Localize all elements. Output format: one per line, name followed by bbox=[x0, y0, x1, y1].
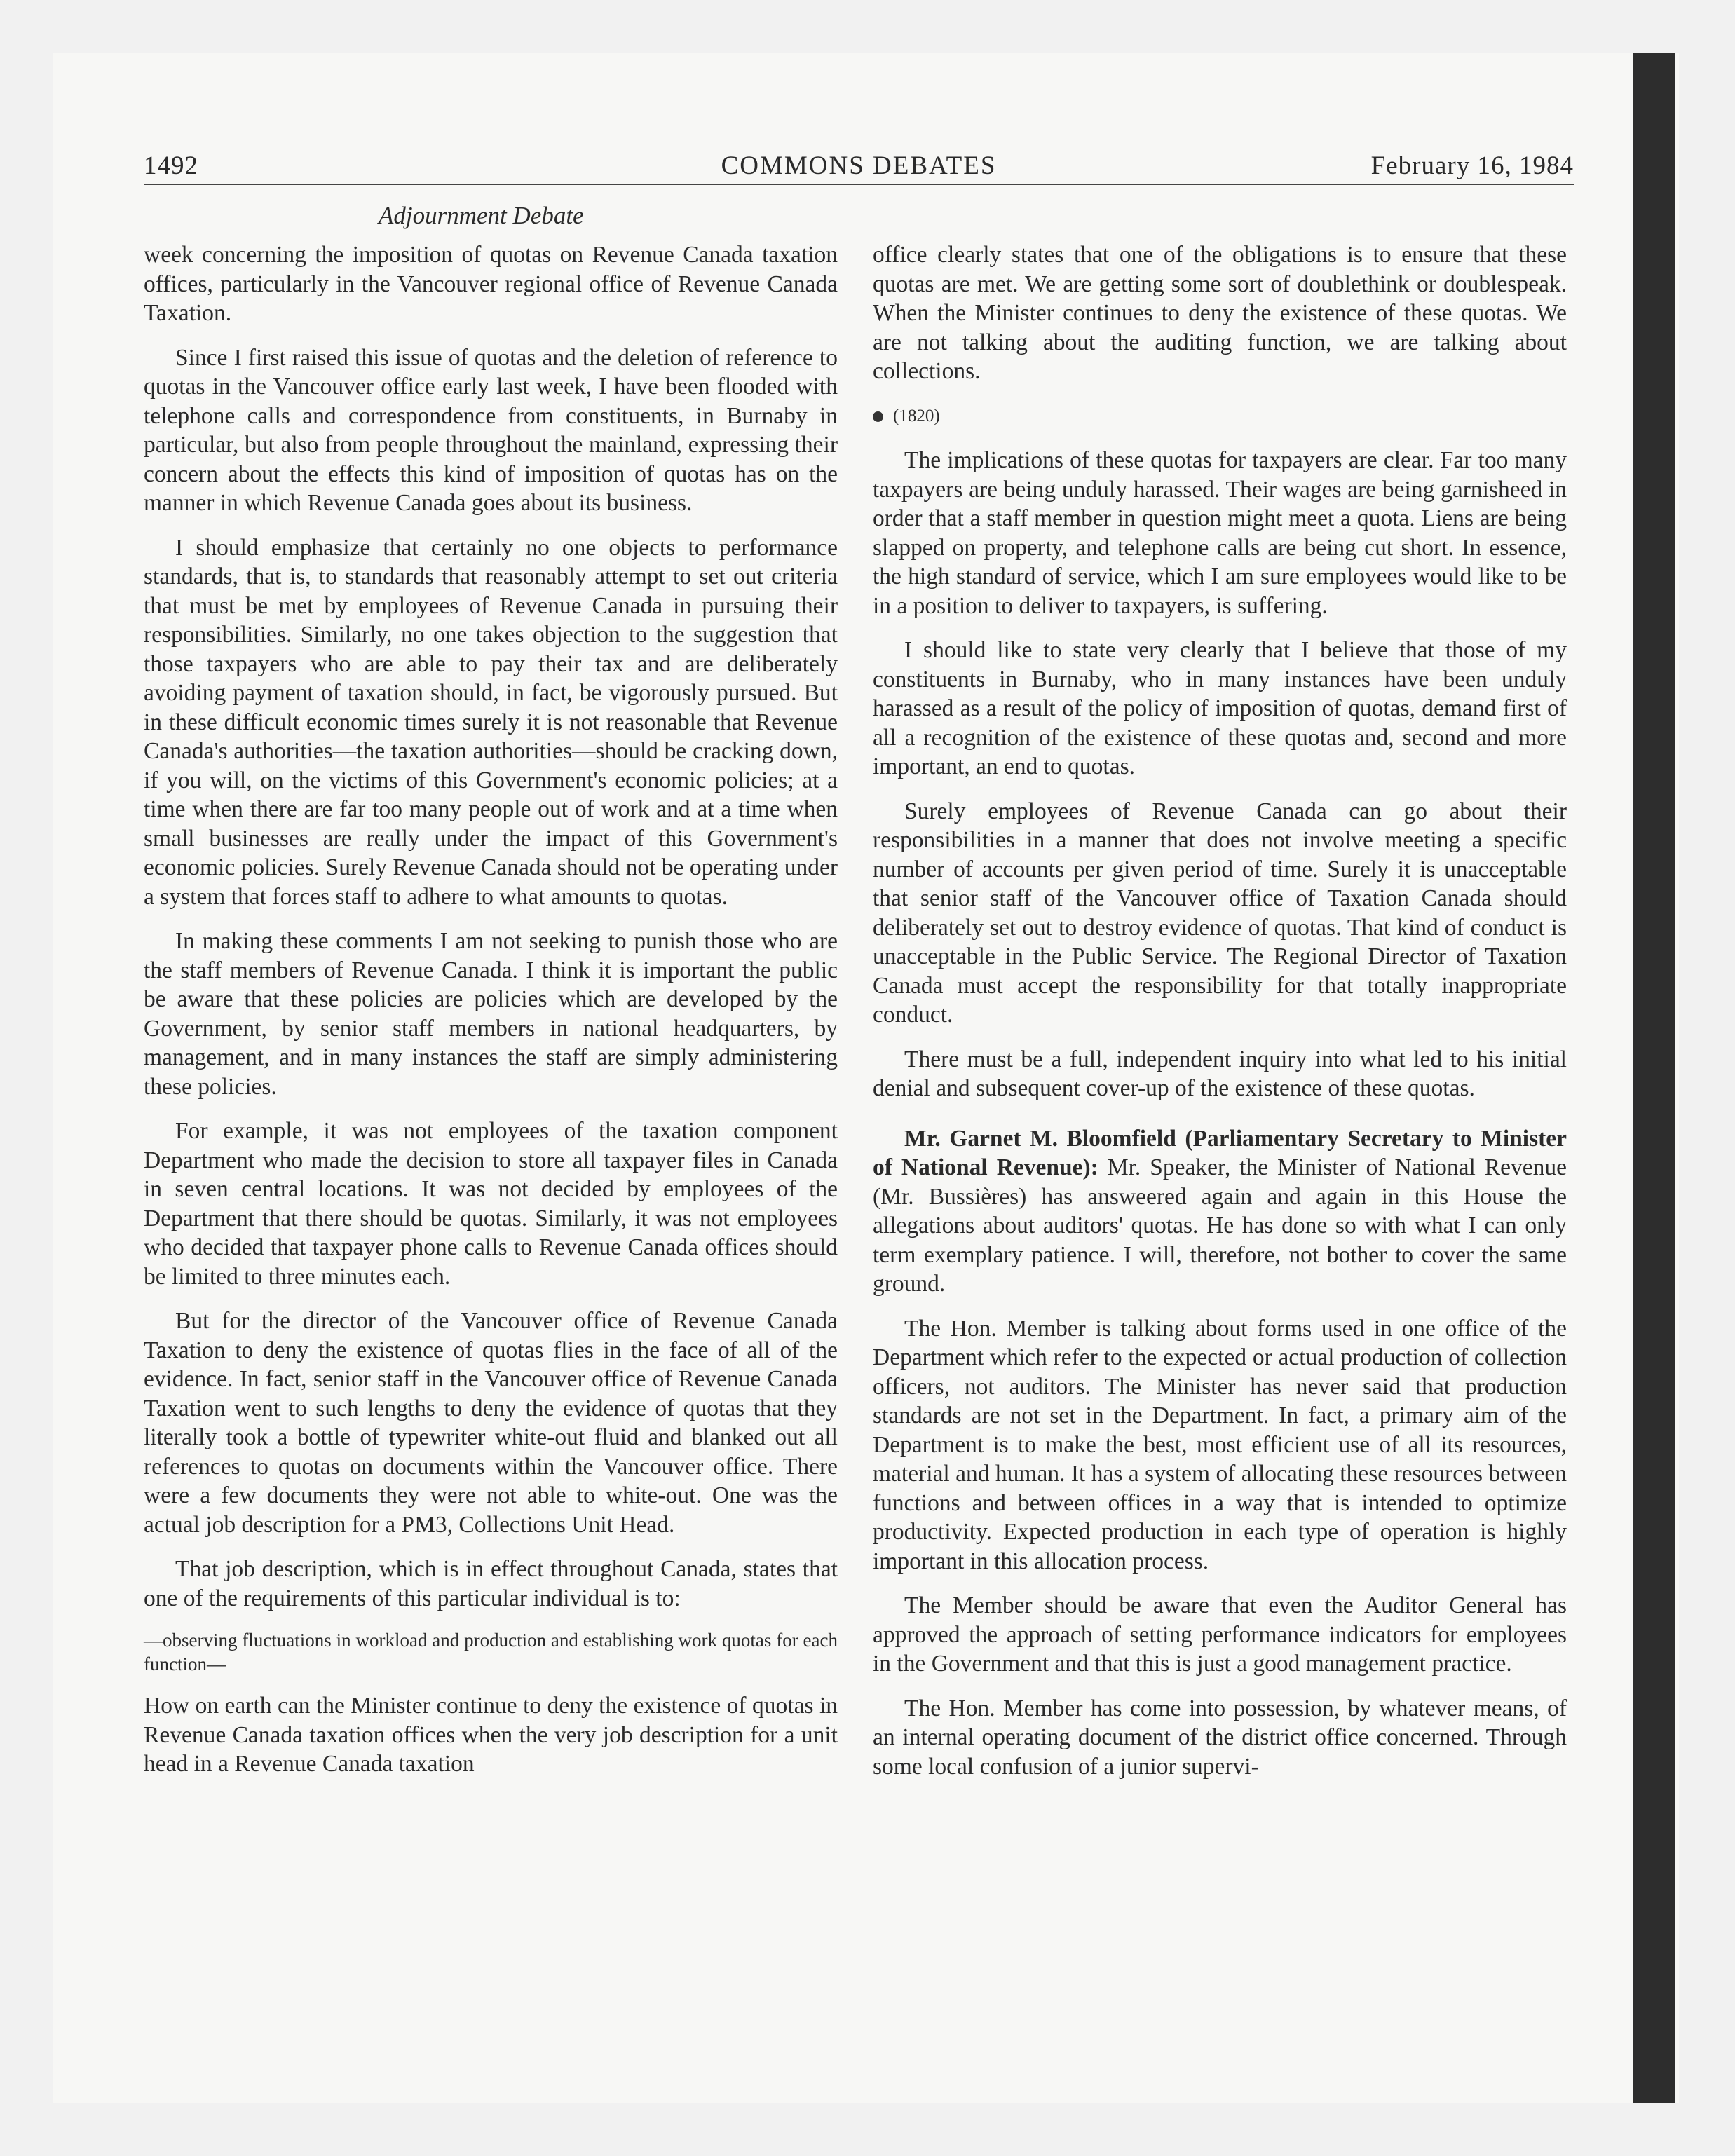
scan-edge-bar bbox=[1633, 53, 1675, 2103]
paragraph: In making these comments I am not seeking to punish those who are the staff members of Revenue Canada. I think it is important the public be aware that these policies are policies which are developed by the Government, by senior staff members in national headquarters, by management, and in many instances the staff are simply administering these policies. bbox=[144, 928, 838, 1100]
paragraph: The Member should be aware that even the Auditor General has approved the approach of setting performance indicators for employees in the Government and that this is just a good management practice. bbox=[873, 1592, 1567, 1677]
time-marker bbox=[873, 402, 1567, 431]
paragraph: That job description, which is in effect throughout Canada, states that one of the requirements of this particular individual is to: bbox=[144, 1556, 838, 1611]
paragraph: Since I first raised this issue of quotas and the deletion of reference to quotas in the Vancouver office early last week, I have been flooded with telephone calls and correspondence from constituents, in Burnaby in particular, but also from people throughout the mainland, expressing their concern about the effects this kind of imposition of quotas has on the manner in which Revenue Canada goes about its business. bbox=[144, 344, 838, 516]
paragraph: office clearly states that one of the obligations is to ensure that these quotas are met. We are getting some sort of doublethink or doublespeak. When the Minister continues to deny the existence of these quotas. We are not talking about the auditing function, we are talking about collections. bbox=[873, 242, 1567, 384]
right-column bbox=[873, 240, 1567, 1796]
page-header bbox=[144, 151, 1574, 186]
speaker-text: Mr. Speaker, the Minister of National Revenue (Mr. Bussières) has answeered again and again in this House the allegations about auditors' quotas. He has done so with what I can only term exemplary patience. I will, therefore, not bother to cover the same ground. bbox=[873, 1154, 1567, 1297]
paragraph: week concerning the imposition of quotas on Revenue Canada taxation offices, particularly in the Vancouver regional office of Revenue Canada Taxation. bbox=[144, 242, 838, 326]
paragraph: How on earth can the Minister continue to deny the existence of quotas in Revenue Canada taxation offices when the very job description for a unit head in a Revenue Canada taxation bbox=[144, 1693, 838, 1777]
paragraph: For example, it was not employees of the taxation component Department who made the decision to store all taxpayer files in Canada in seven central locations. It was not decided by employees of the Department that there should be quotas. Similarly, it was not employees who decided that taxpayer phone calls to Revenue Canada offices should be limited to three minutes each. bbox=[144, 1118, 838, 1290]
speaker-name: Mr. Garnet M. Bloomfield (Parliamentary Secretary to Minister of National Revenue): bbox=[873, 1125, 1567, 1180]
paragraph: The Hon. Member is talking about forms used in one office of the Department which refer to the expected or actual production of collection officers, not auditors. The Minister has never said that production standards are not set in the Department. In fact, a primary aim of the Department is to make the best, most efficient use of all its resources, material and human. It has a system of allocating these resources between functions and between offices in a way that is intended to optimize productivity. Expected production in each type of operation is highly important in this allocation process. bbox=[873, 1315, 1567, 1574]
paragraph: But for the director of the Vancouver office of Revenue Canada Taxation to deny the existence of quotas flies in the face of all of the evidence. In fact, senior staff in the Vancouver office of Revenue Canada Taxation went to such lengths to deny the evidence of quotas that they literally took a bottle of typewriter white-out fluid and blanked out all references to quotas on documents within the Vancouver office. There were a few documents they were not able to white-out. One was the actual job description for a PM3, Collections Unit Head. bbox=[144, 1308, 838, 1538]
page-date: February 16, 1984 bbox=[1370, 151, 1574, 180]
block-quote: —observing fluctuations in workload and production and establishing work quotas for each function— bbox=[144, 1630, 838, 1674]
paragraph: I should emphasize that certainly no one objects to performance standards, that is, to standards that reasonably attempt to set out criteria that must be met by employees of Revenue Canada in pursuing their responsibilities. Similarly, no one takes objection to the suggestion that those taxpayers who are able to pay their tax and are deliberately avoiding payment of taxation should, in fact, be vigorously pursued. But in these difficult economic times surely it is not reasonable that Revenue Canada's authorities—the taxation authorities—should be cracking down, if you will, on the victims of this Government's economic policies; at a time when there are far too many people out of work and at a time when small businesses are really under the impact of this Government's economic policies. Surely Revenue Canada should not be operating under a system that forces staff to adhere to what amounts to quotas. bbox=[144, 534, 838, 910]
paragraph: The Hon. Member has come into possession, by whatever means, of an internal operating document of the district office concerned. Through some local confusion of a junior supervi- bbox=[873, 1695, 1567, 1780]
paragraph: Surely employees of Revenue Canada can go about their responsibilities in a manner that does not involve meeting a specific number of accounts per given period of time. Surely it is unacceptable that senior staff of the Vancouver office of Taxation Canada should deliberately set out to destroy evidence of quotas. That kind of conduct is unacceptable in the Public Service. The Regional Director of Taxation Canada must accept the responsibility for that totally inappropriate conduct. bbox=[873, 798, 1567, 1028]
left-column bbox=[144, 240, 838, 1794]
time-marker-text: (1820) bbox=[893, 406, 940, 425]
publication-title: COMMONS DEBATES bbox=[721, 151, 997, 180]
page-number: 1492 bbox=[144, 151, 198, 180]
header-rule bbox=[144, 184, 1574, 185]
bullet-icon bbox=[873, 411, 883, 422]
speaker-paragraph bbox=[873, 1124, 1567, 1299]
paragraph: I should like to state very clearly that I believe that those of my constituents in Burnaby, who in many instances have been unduly harassed as a result of the policy of imposition of quotas, demand first of all a recognition of the existence of these quotas and, second and more important, an end to quotas. bbox=[873, 637, 1567, 779]
section-title: Adjournment Debate bbox=[379, 202, 584, 229]
paragraph: There must be a full, independent inquiry into what led to his initial denial and subsequent cover-up of the existence of these quotas. bbox=[873, 1046, 1567, 1101]
paragraph: The implications of these quotas for taxpayers are clear. Far too many taxpayers are being unduly harassed. Their wages are being garnisheed in order that a staff member in question might meet a quota. Liens are being slapped on property, and telephone calls are being cut short. In essence, the high standard of service, which I am sure employees would like to be in a position to deliver to taxpayers, is suffering. bbox=[873, 447, 1567, 619]
